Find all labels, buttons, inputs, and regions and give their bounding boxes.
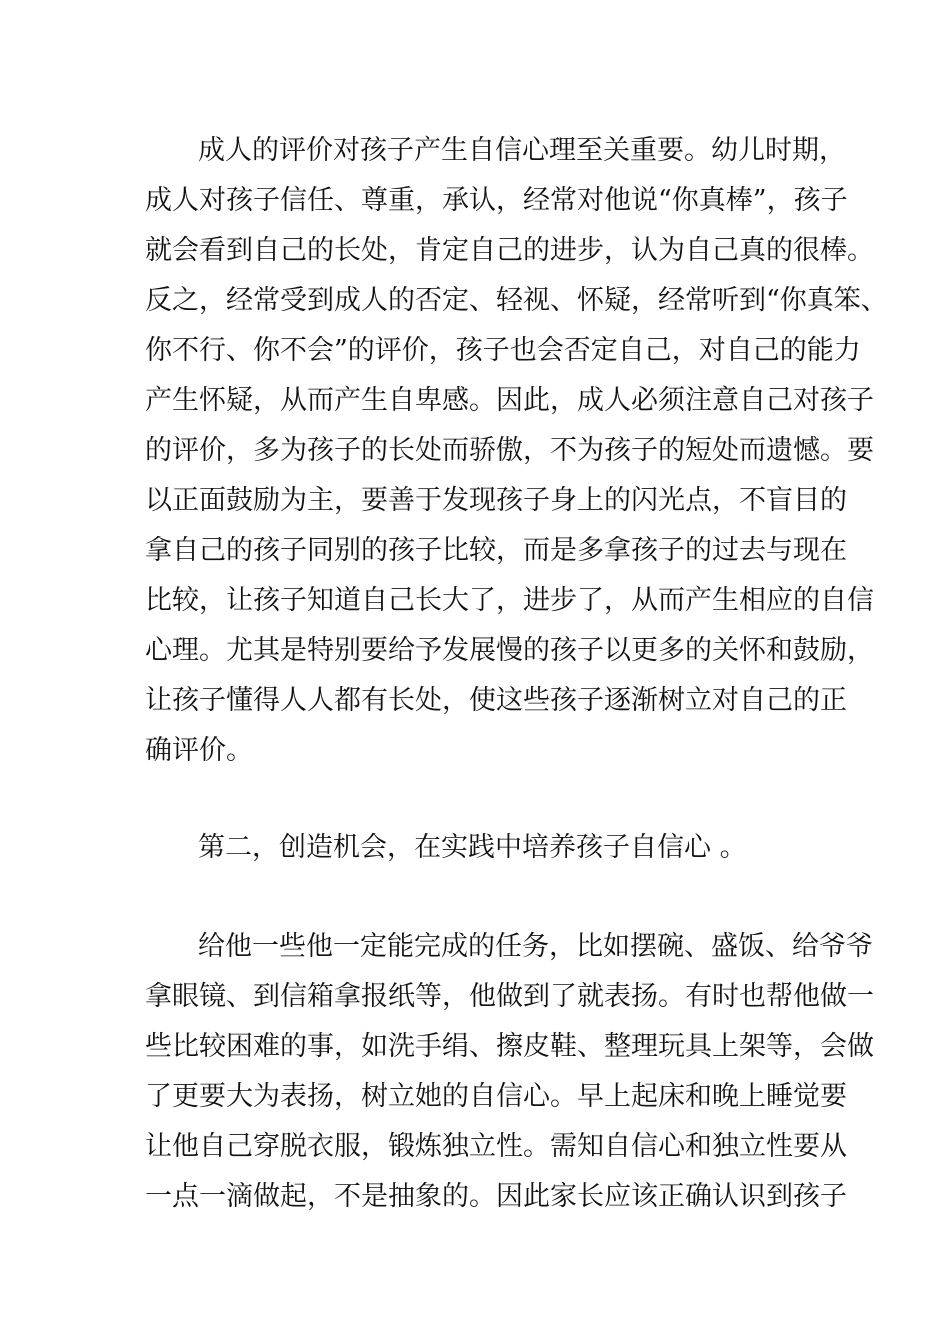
paragraph-2-line-1: 给他一些他一定能完成的任务，比如摆碗、盛饭、给爷爷 [198,931,873,962]
paragraph-1-line-8: 以正面鼓励为主，要善于发现孩子身上的闪光点，不盲目的 [145,485,847,516]
paragraph-1-line-12: 让孩子懂得人人都有长处，使这些孩子逐渐树立对自己的正 [145,685,847,716]
paragraph-1-line-6: 产生怀疑，从而产生自卑感。因此，成人必须注意自己对孩子 [145,385,874,416]
paragraph-1-line-7: 的评价，多为孩子的长处而骄傲，不为孩子的短处而遗憾。要 [145,435,874,466]
section-heading-2: 第二，创造机会，在实践中培养孩子自信心 。 [198,832,747,863]
paragraph-2-line-4: 了更要大为表扬，树立她的自信心。早上起床和晚上睡觉要 [145,1081,847,1112]
paragraph-1-line-5: 你不行、你不会”的评价，孩子也会否定自己，对自己的能力 [145,335,861,366]
paragraph-1-line-2: 成人对孩子信任、尊重，承认，经常对他说“你真棒”，孩子 [145,185,848,216]
paragraph-1-line-1: 成人的评价对孩子产生自信心理至关重要。幼儿时期， [198,135,846,166]
paragraph-1-line-9: 拿自己的孩子同别的孩子比较，而是多拿孩子的过去与现在 [145,535,847,566]
paragraph-2-line-2: 拿眼镜、到信箱拿报纸等，他做到了就表扬。有时也帮他做一 [145,981,874,1012]
paragraph-1-line-10: 比较，让孩子知道自己长大了，进步了，从而产生相应的自信 [145,585,874,616]
paragraph-2-line-3: 些比较困难的事，如洗手绢、擦皮鞋、整理玩具上架等，会做 [145,1031,874,1062]
paragraph-1-line-4: 反之，经常受到成人的否定、轻视、怀疑，经常听到“你真笨、 [145,285,888,316]
paragraph-1-line-13: 确评价。 [145,735,253,766]
paragraph-2-line-6: 一点一滴做起，不是抽象的。因此家长应该正确认识到孩子 [145,1181,847,1212]
paragraph-2-line-5: 让他自己穿脱衣服，锻炼独立性。需知自信心和独立性要从 [145,1131,847,1162]
paragraph-1-line-11: 心理。尤其是特别要给予发展慢的孩子以更多的关怀和鼓励， [145,635,874,666]
paragraph-1-line-3: 就会看到自己的长处，肯定自己的进步，认为自己真的很棒。 [145,235,874,266]
